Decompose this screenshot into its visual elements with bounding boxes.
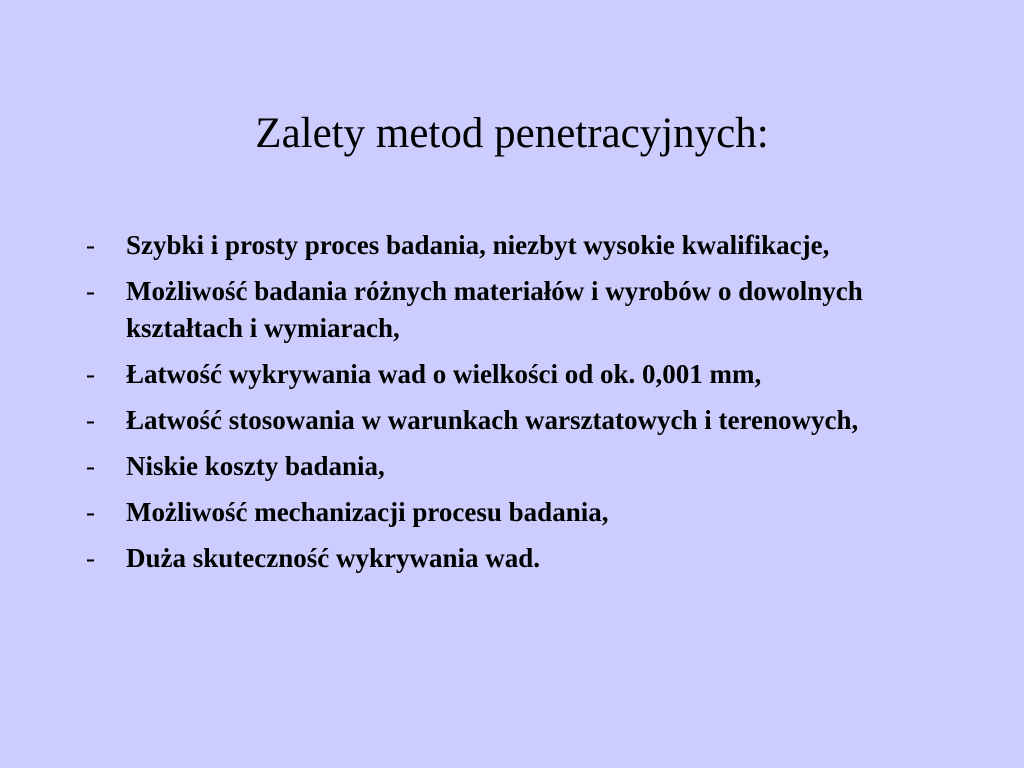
- bullet-text: Możliwość badania różnych materiałów i wyrobów o dowolnych kształtach i wymiarach,: [126, 276, 863, 343]
- bullet-item: [86, 356, 946, 393]
- bullet-item: [86, 227, 946, 264]
- bullet-marker: -: [86, 359, 95, 389]
- bullet-marker: -: [86, 543, 95, 573]
- bullet-item: [86, 273, 946, 347]
- slide-title: Zalety metod penetracyjnych:: [255, 110, 769, 157]
- bullet-item: [86, 494, 946, 531]
- bullet-marker: -: [86, 276, 95, 306]
- bullet-marker: -: [86, 497, 95, 527]
- bullet-text: Szybki i prosty proces badania, niezbyt wysokie kwalifikacje,: [126, 230, 830, 260]
- bullet-text: Duża skuteczność wykrywania wad.: [126, 543, 541, 573]
- bullet-marker: -: [86, 230, 95, 260]
- bullet-item: [86, 540, 946, 577]
- bullet-item: [86, 448, 946, 485]
- bullet-marker: -: [86, 405, 95, 435]
- bullet-list: [86, 227, 946, 586]
- bullet-item: [86, 402, 946, 439]
- bullet-text: Niskie koszty badania,: [126, 451, 385, 481]
- bullet-text: Łatwość stosowania w warunkach warsztatowych i terenowych,: [126, 405, 859, 435]
- bullet-marker: -: [86, 451, 95, 481]
- bullet-text: Łatwość wykrywania wad o wielkości od ok. 0,001 mm,: [126, 359, 762, 389]
- bullet-text: Możliwość mechanizacji procesu badania,: [126, 497, 609, 527]
